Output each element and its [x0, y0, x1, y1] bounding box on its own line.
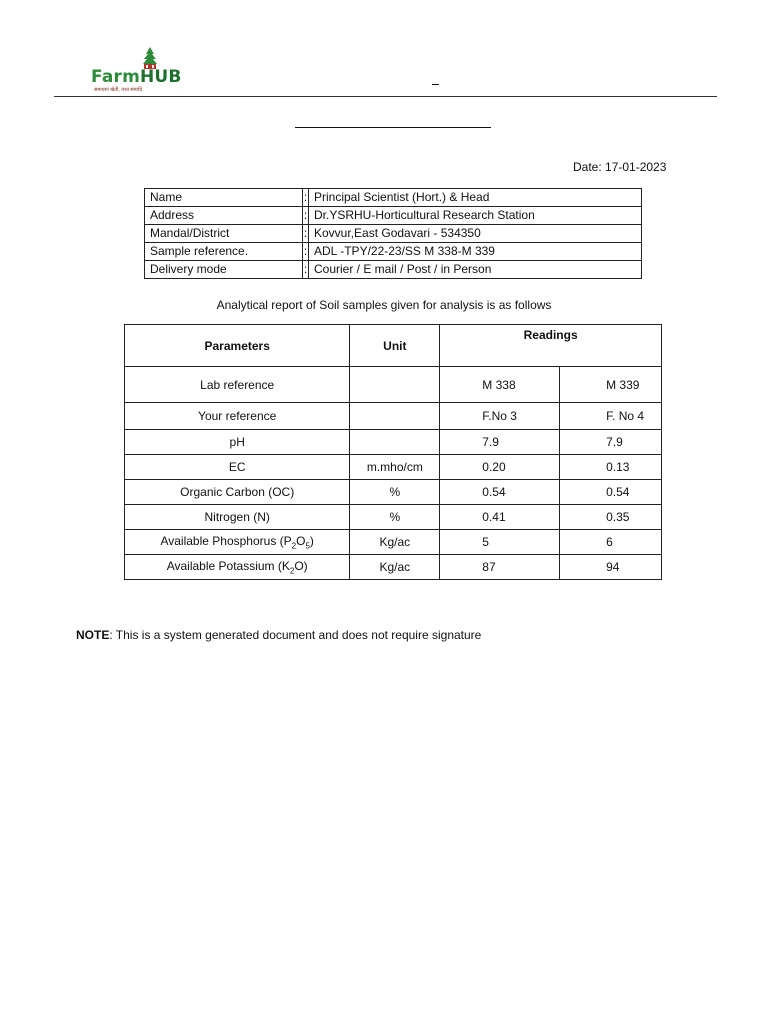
info-key: Sample reference.	[145, 243, 303, 261]
reading-2-cell: F. No 4	[560, 403, 662, 430]
reading-1-cell: 87	[440, 555, 560, 580]
param-cell: Nitrogen (N)	[125, 505, 350, 530]
param-subscript: 2	[291, 541, 297, 551]
info-value: Kovvur,East Godavari - 534350	[309, 225, 642, 243]
info-row	[145, 225, 642, 243]
header-parameters: Parameters	[125, 325, 350, 367]
info-row	[145, 261, 642, 279]
param-cell: pH	[125, 430, 350, 455]
header-divider	[54, 96, 717, 97]
table-row	[125, 530, 662, 555]
info-sep: :	[303, 207, 309, 225]
report-caption: Analytical report of Soil samples given for analysis is as follows	[216, 298, 552, 312]
table-row	[125, 480, 662, 505]
param-text: )	[309, 533, 314, 548]
unit-cell: Kg/ac	[350, 555, 440, 580]
logo-brand-farm: Farm	[91, 67, 140, 87]
param-cell: EC	[125, 455, 350, 480]
table-row	[125, 367, 662, 403]
title-underline	[295, 127, 491, 128]
reading-2-cell: 7.9	[560, 430, 662, 455]
param-subscript: 5	[305, 541, 310, 551]
table-row	[125, 403, 662, 430]
reading-1-cell: 0.20	[440, 455, 560, 480]
param-text: Available Phosphorus (P	[160, 533, 292, 548]
reading-1-cell: M 338	[440, 367, 560, 403]
logo-tagline: समाधान खेती, तथ्य समाधि	[94, 87, 143, 93]
soil-analysis-table	[124, 324, 662, 580]
reading-1-cell: 0.41	[440, 505, 560, 530]
info-row	[145, 189, 642, 207]
info-key: Delivery mode	[145, 261, 303, 279]
param-cell: Your reference	[125, 403, 350, 430]
info-sep: :	[303, 189, 309, 207]
table-row	[125, 430, 662, 455]
info-value: ADL -TPY/22-23/SS M 338-M 339	[309, 243, 642, 261]
param-text: )	[303, 558, 308, 573]
info-key: Name	[145, 189, 303, 207]
reading-2-cell: 6	[560, 530, 662, 555]
table-row	[125, 555, 662, 580]
unit-cell	[350, 430, 440, 455]
reading-1-cell: 0.54	[440, 480, 560, 505]
reading-2-cell: 0.54	[560, 480, 662, 505]
param-text: Available Potassium (K	[166, 558, 290, 573]
reading-1-cell: 7.9	[440, 430, 560, 455]
info-key: Address	[145, 207, 303, 225]
unit-cell: %	[350, 480, 440, 505]
report-date: Date: 17-01-2023	[573, 160, 667, 174]
reading-2-cell: M 339	[560, 367, 662, 403]
logo-brand-hub: HUB	[140, 67, 182, 87]
param-text: O	[294, 558, 304, 573]
note-label: NOTE	[76, 628, 110, 642]
unit-cell	[350, 367, 440, 403]
header-readings: Readings	[440, 325, 662, 367]
unit-cell: Kg/ac	[350, 530, 440, 555]
info-sep: :	[303, 261, 309, 279]
info-row	[145, 243, 642, 261]
info-value: Dr.YSRHU-Horticultural Research Station	[309, 207, 642, 225]
param-cell: Organic Carbon (OC)	[125, 480, 350, 505]
header-unit: Unit	[350, 325, 440, 367]
info-key: Mandal/District	[145, 225, 303, 243]
reading-2-cell: 0.35	[560, 505, 662, 530]
reading-1-cell: 5	[440, 530, 560, 555]
param-text: O	[296, 533, 306, 548]
table-row	[125, 505, 662, 530]
table-row	[125, 455, 662, 480]
info-value: Principal Scientist (Hort.) & Head	[309, 189, 642, 207]
param-cell	[125, 555, 350, 580]
param-subscript: 2	[289, 566, 295, 576]
header-dash	[432, 84, 439, 85]
unit-cell: %	[350, 505, 440, 530]
param-cell	[125, 530, 350, 555]
reading-1-cell: F.No 3	[440, 403, 560, 430]
reading-2-cell: 0.13	[560, 455, 662, 480]
unit-cell: m.mho/cm	[350, 455, 440, 480]
note-text: : This is a system generated document and does not require signature	[109, 628, 482, 642]
farmhub-logo	[88, 46, 188, 96]
info-sep: :	[303, 243, 309, 261]
info-value: Courier / E mail / Post / in Person	[309, 261, 642, 279]
logo-wordmark	[91, 68, 182, 86]
unit-cell	[350, 403, 440, 430]
reading-2-cell: 94	[560, 555, 662, 580]
info-sep: :	[303, 225, 309, 243]
info-row	[145, 207, 642, 225]
client-info-table	[144, 188, 642, 279]
table-header-row	[125, 325, 662, 367]
footer-note	[76, 628, 481, 642]
param-cell: Lab reference	[125, 367, 350, 403]
